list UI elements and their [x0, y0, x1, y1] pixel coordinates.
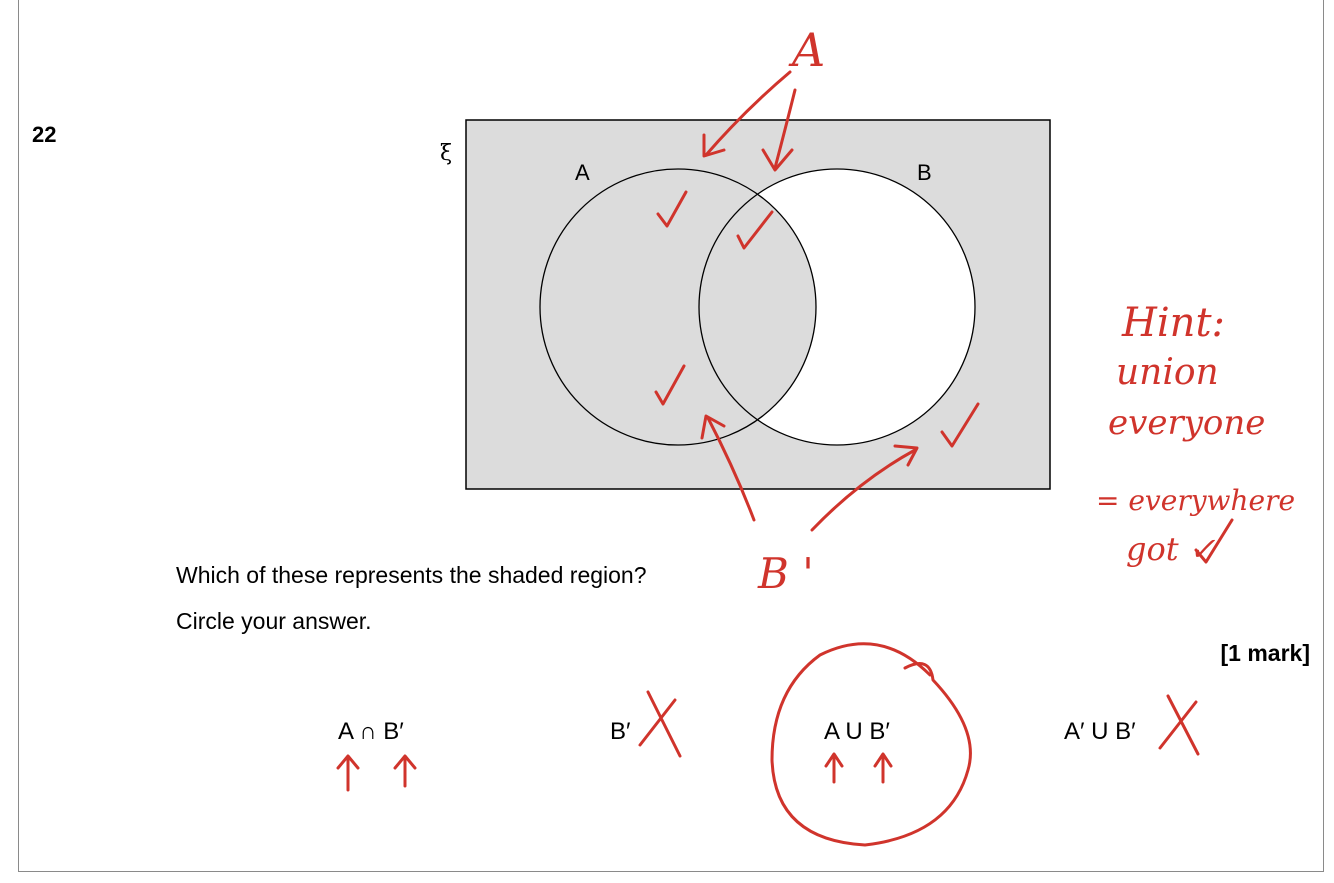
hint-line-5: got ✓: [1126, 530, 1216, 568]
option-1[interactable]: A ∩ B′: [338, 718, 404, 745]
up-arrow-3: [826, 754, 842, 782]
hint-note: [1096, 300, 1295, 568]
up-arrow-4: [875, 754, 891, 782]
hint-line-3: everyone: [1108, 403, 1266, 443]
cross-option-2: [640, 692, 680, 756]
annotation-a: A: [792, 23, 826, 77]
question-number: 22: [32, 122, 57, 147]
option-2[interactable]: B′: [610, 718, 631, 745]
question-instruction: Circle your answer.: [176, 608, 372, 634]
up-arrow-2: [395, 756, 415, 786]
marks-label: [1 mark]: [1220, 640, 1310, 666]
set-a-label: A: [575, 160, 590, 185]
universal-symbol: ξ: [440, 141, 453, 166]
option-3[interactable]: A U B′: [824, 718, 890, 745]
cross-option-4: [1160, 696, 1198, 754]
hint-line-1: Hint:: [1122, 300, 1225, 346]
hint-line-4: = everywhere: [1096, 484, 1296, 517]
hint-line-2: union: [1116, 352, 1219, 393]
option-4[interactable]: A′ U B′: [1064, 718, 1136, 745]
set-b-label: B: [917, 160, 932, 185]
annotation-b-prime: B ': [758, 549, 814, 598]
question-prompt: Which of these represents the shaded region?: [176, 562, 647, 588]
up-arrow-1: [338, 756, 358, 790]
